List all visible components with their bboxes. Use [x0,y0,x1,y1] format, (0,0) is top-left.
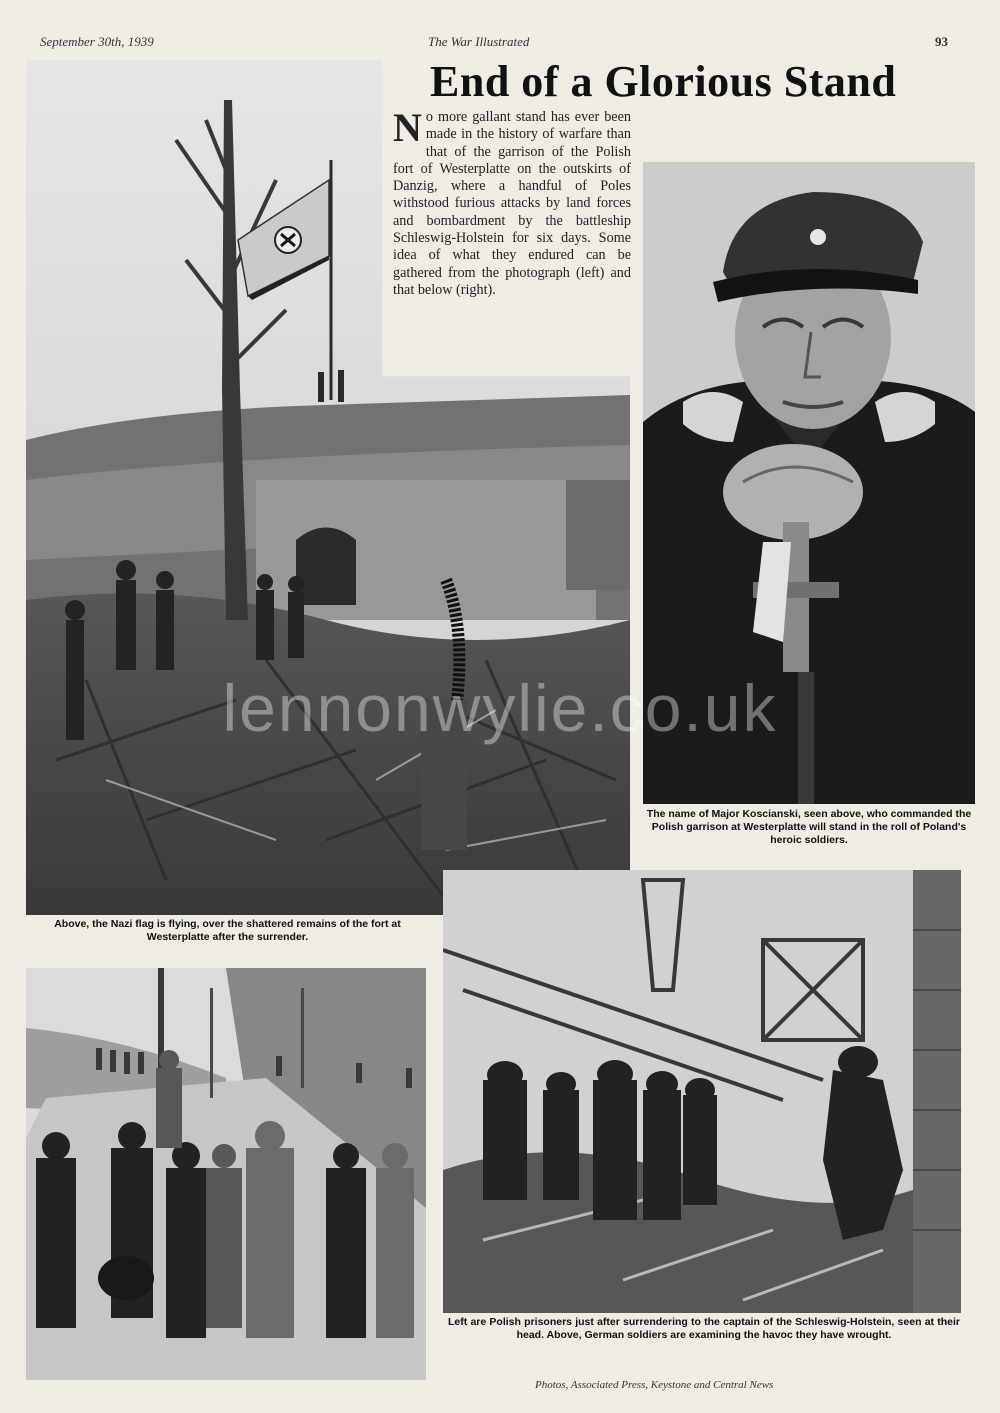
drop-cap: N [393,105,422,150]
major-koscianski-portrait [643,162,975,804]
polish-prisoners-photo [26,968,426,1380]
website-watermark: lennonwylie.co.uk [222,671,778,745]
caption-fort-photo: Above, the Nazi flag is flying, over the shattered remains of the fort at Westerplatte after the surrender. [54,918,401,943]
caption-prisoners-and-ruins: Left are Polish prisoners just after surrendering to the captain of the Schleswig-Holstein, seen at their head. Above, German soldiers are examining the havoc they have wrought. [448,1316,960,1341]
headline: End of a Glorious Stand [430,57,897,106]
intro-paragraph [393,105,631,299]
photo-credit: Photos, Associated Press, Keystone and Central News [535,1379,774,1391]
intro-text: o more gallant stand has ever been made in the history of warfare than that of the garrison of the Polish fort of Westerplatte on the outskirts of Danzig, where a handful of Poles withstood furious attacks by land forces and bombardment by the battleship Schleswig-Holstein for six days. Some idea of what they endured can be gathered from the photograph (left) and that below (right). [393,109,631,298]
publication-title: The War Illustrated [428,34,530,49]
issue-date: September 30th, 1939 [40,34,154,49]
german-soldiers-ruins-photo [443,870,961,1313]
page-number: 93 [935,34,948,49]
caption-major-koscianski: The name of Major Koscianski, seen above, who commanded the Polish garrison at Westerplatte will stand in the roll of Poland's heroic soldiers. [646,808,972,846]
